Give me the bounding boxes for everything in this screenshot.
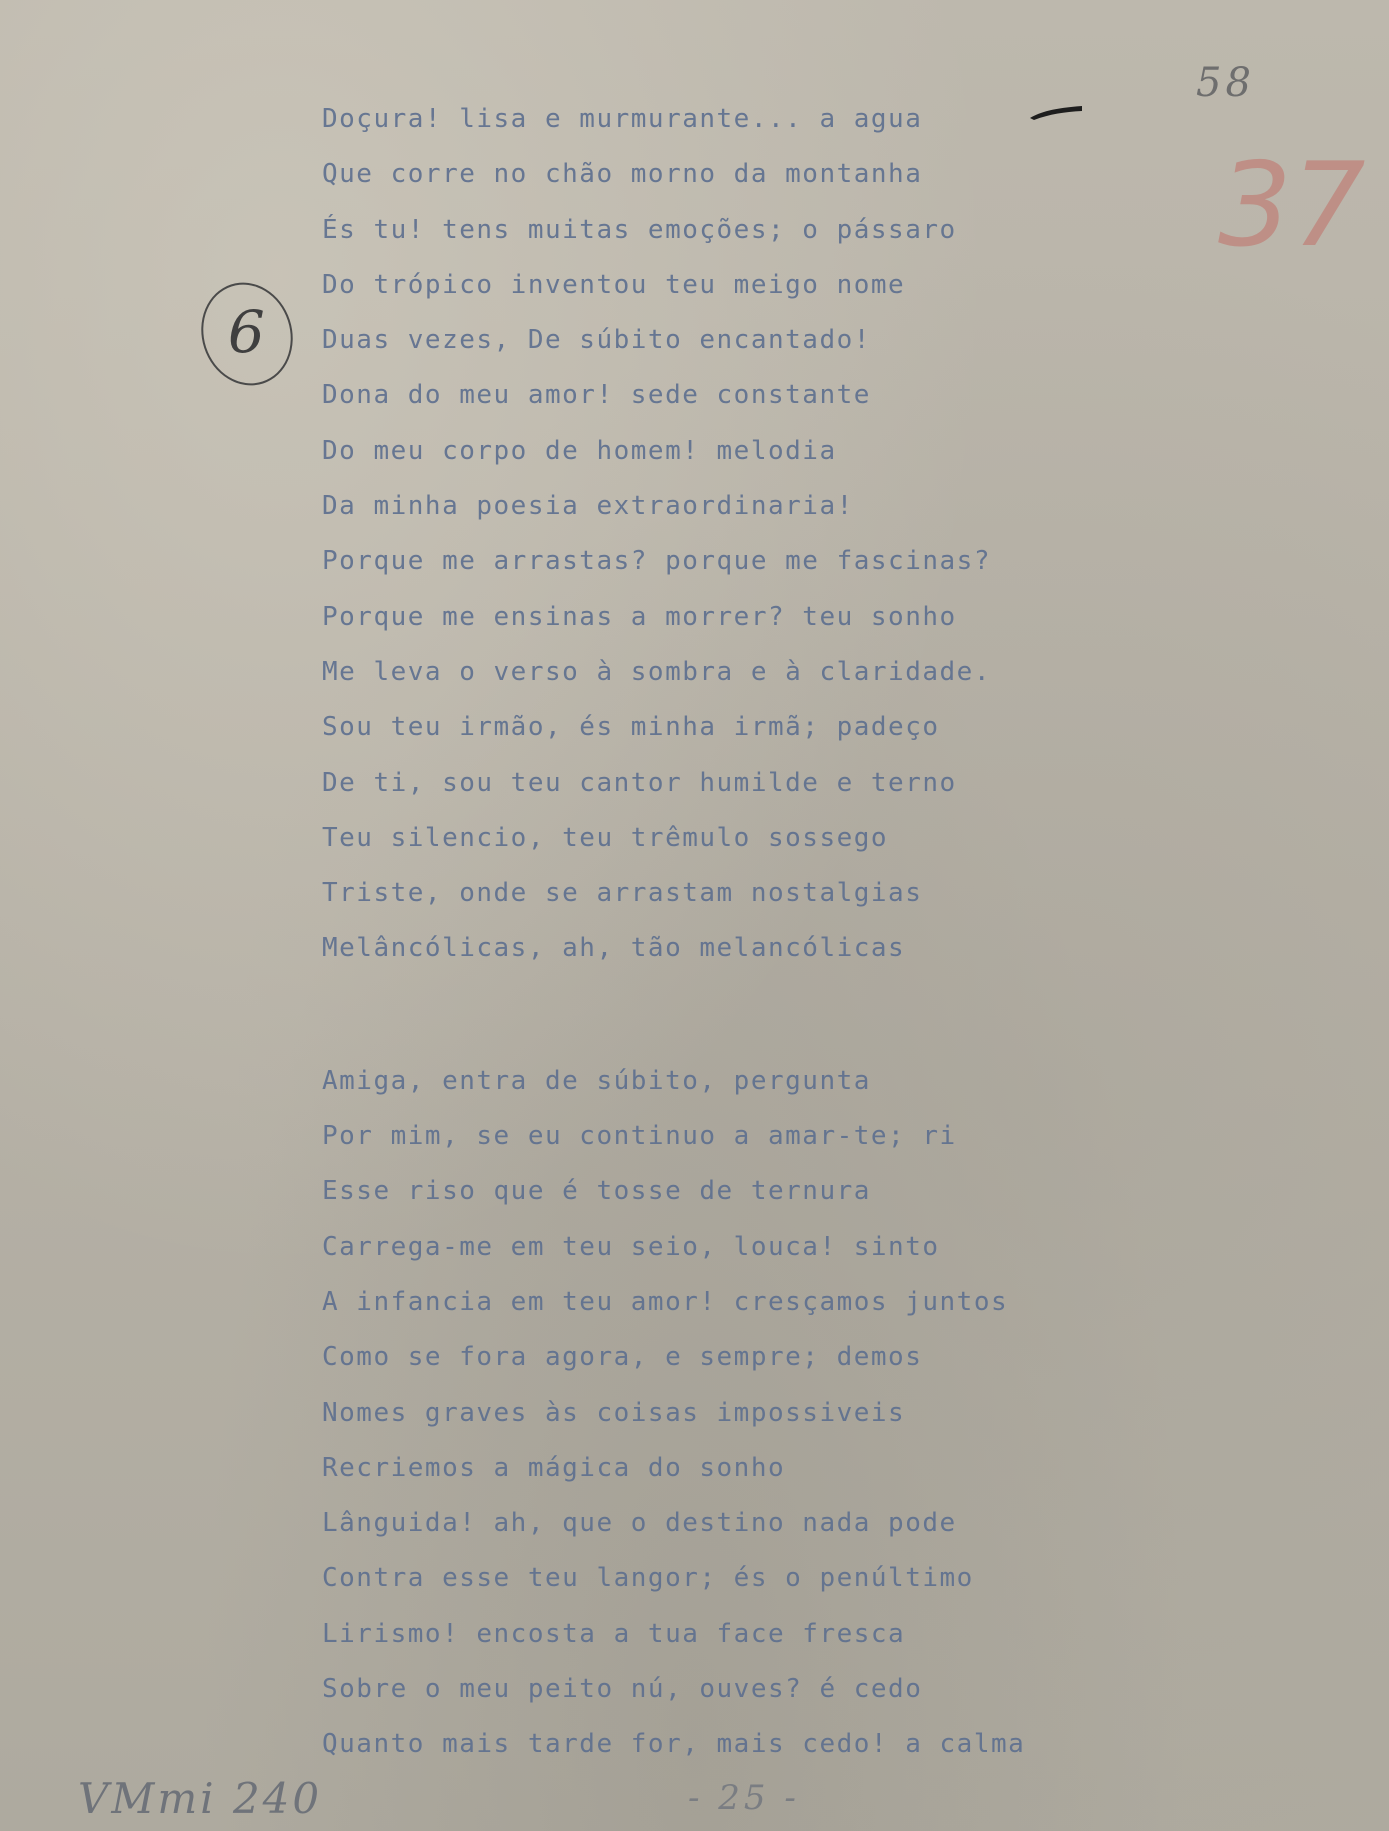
poem-line: És tu! tens muitas emoções; o pássaro (322, 214, 957, 245)
poem-line: Quanto mais tarde for, mais cedo! a calma (322, 1729, 1026, 1760)
poem-line: Do meu corpo de homem! melodia (322, 435, 837, 466)
poem-line: Porque me arrastas? porque me fascinas? (322, 546, 991, 577)
poem-line: Da minha poesia extraordinaria! (322, 491, 854, 522)
archive-reference-note: VMmi 240 (78, 1774, 323, 1823)
poem-line: Sou teu irmão, és minha irmã; padeço (322, 712, 940, 743)
poem-line: De ti, sou teu cantor humilde e terno (322, 767, 957, 798)
page-number: - 25 - (688, 1778, 800, 1818)
stanza-1 (322, 92, 1082, 977)
poem-line: Sobre o meu peito nú, ouves? é cedo (322, 1674, 923, 1705)
stanza-2 (322, 1054, 1082, 1773)
poem-line: Recriemos a mágica do sonho (322, 1452, 786, 1483)
poem-line: Carrega-me em teu seio, louca! sinto (322, 1231, 940, 1262)
poem (322, 92, 1082, 1773)
poem-line: Lirismo! encosta a tua face fresca (322, 1618, 906, 1649)
poem-line: Amiga, entra de súbito, pergunta (322, 1065, 871, 1096)
red-pencil-number: 37 (1218, 138, 1366, 273)
circled-number: 6 (227, 298, 265, 367)
poem-line: Melâncólicas, ah, tão melancólicas (322, 933, 906, 964)
poem-line: Que corre no chão morno da montanha (322, 159, 923, 190)
stanza-break (322, 977, 1082, 1054)
poem-line: Teu silencio, teu trêmulo sossego (322, 822, 889, 853)
poem-line: Como se fora agora, e sempre; demos (322, 1342, 923, 1373)
poem-line: Triste, onde se arrastam nostalgias (322, 878, 923, 909)
poem-line: Por mim, se eu continuo a amar-te; ri (322, 1121, 957, 1152)
circled-number-mark (188, 271, 306, 398)
poem-line: Nomes graves às coisas impossiveis (322, 1397, 906, 1428)
poem-line: Dona do meu amor! sede constante (322, 380, 871, 411)
poem-line: Esse riso que é tosse de ternura (322, 1176, 871, 1207)
folio-number: 58 (1196, 60, 1255, 106)
poem-line: Me leva o verso à sombra e à claridade. (322, 656, 991, 687)
poem-line: A infancia em teu amor! cresçamos juntos (322, 1286, 1009, 1317)
poem-line: Lânguida! ah, que o destino nada pode (322, 1508, 957, 1539)
poem-line: Duas vezes, De súbito encantado! (322, 325, 871, 356)
poem-line: Contra esse teu langor; és o penúltimo (322, 1563, 974, 1594)
poem-line: Porque me ensinas a morrer? teu sonho (322, 601, 957, 632)
poem-line: Do trópico inventou teu meigo nome (322, 269, 906, 300)
poem-line: Doçura! lisa e murmurante... a agua (322, 104, 923, 134)
